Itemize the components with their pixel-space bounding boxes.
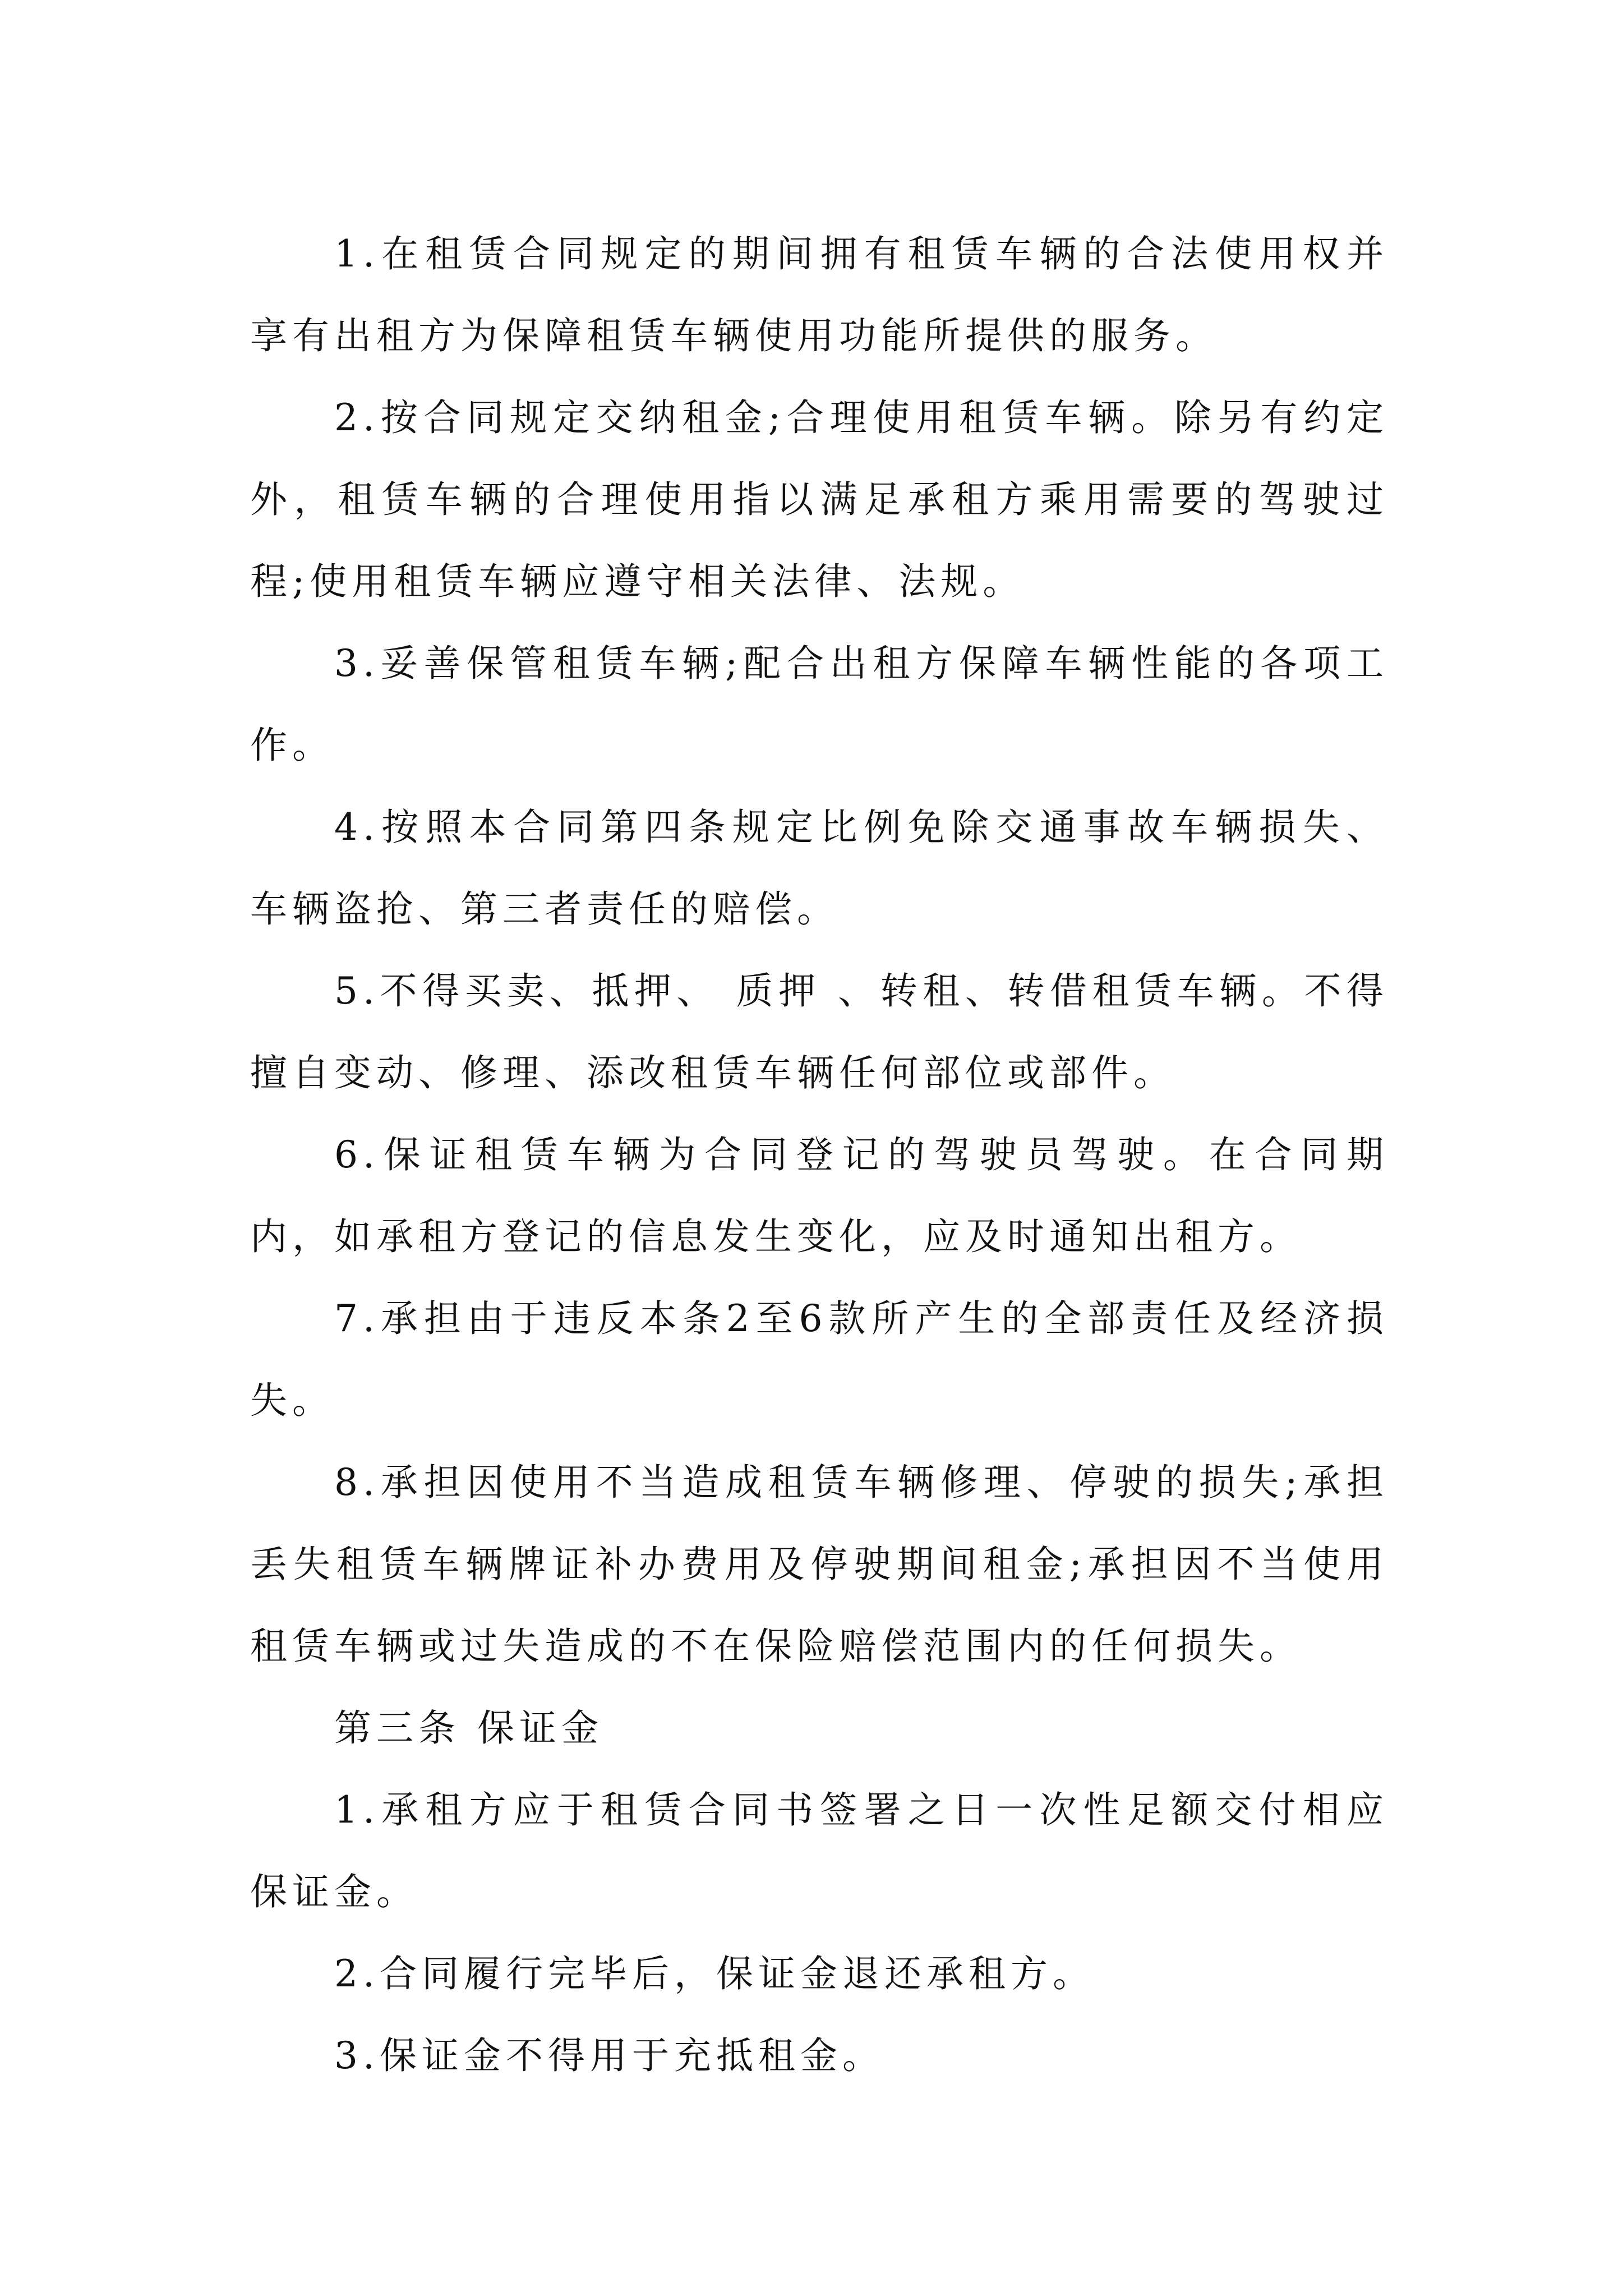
- paragraph-4: 4.按照本合同第四条规定比例免除交通事故车辆损失、车辆盗抢、第三者责任的赔偿。: [250, 806, 1389, 931]
- paragraph-2: 2.按合同规定交纳租金;合理使用租赁车辆。除另有约定外，租赁车辆的合理使用指以满足承租方乘用需要的驾驶过程;使用租赁车辆应遵守相关法律、法规。: [250, 396, 1389, 603]
- paragraph-3: 3.妥善保管租赁车辆;配合出租方保障车辆性能的各项工作。: [250, 642, 1389, 767]
- section-paragraph-1: 1.承租方应于租赁合同书签署之日一次性足额交付相应保证金。: [250, 1788, 1389, 1913]
- document-body: [250, 213, 1389, 2097]
- section-heading: 第三条 保证金: [334, 1706, 603, 1750]
- section-paragraph-2: 2.合同履行完毕后，保证金退还承租方。: [334, 1952, 1095, 1995]
- paragraph-8: 8.承担因使用不当造成租赁车辆修理、停驶的损失;承担丢失租赁车辆牌证补办费用及停驶期间租金;承担因不当使用租赁车辆或过失造成的不在保险赔偿范围内的任何损失。: [250, 1461, 1389, 1668]
- section-paragraph-3: 3.保证金不得用于充抵租金。: [334, 2034, 884, 2077]
- paragraph-5: 5.不得买卖、抵押、 质押 、转租、转借租赁车辆。不得擅自变动、修理、添改租赁车辆任何部位或部件。: [250, 969, 1389, 1094]
- paragraph-7: 7.承担由于违反本条2至6款所产生的全部责任及经济损失。: [250, 1297, 1389, 1422]
- paragraph-6: 6.保证租赁车辆为合同登记的驾驶员驾驶。在合同期内，如承租方登记的信息发生变化，应及时通知出租方。: [250, 1133, 1389, 1258]
- paragraph-1: 1.在租赁合同规定的期间拥有租赁车辆的合法使用权并享有出租方为保障租赁车辆使用功能所提供的服务。: [250, 232, 1389, 357]
